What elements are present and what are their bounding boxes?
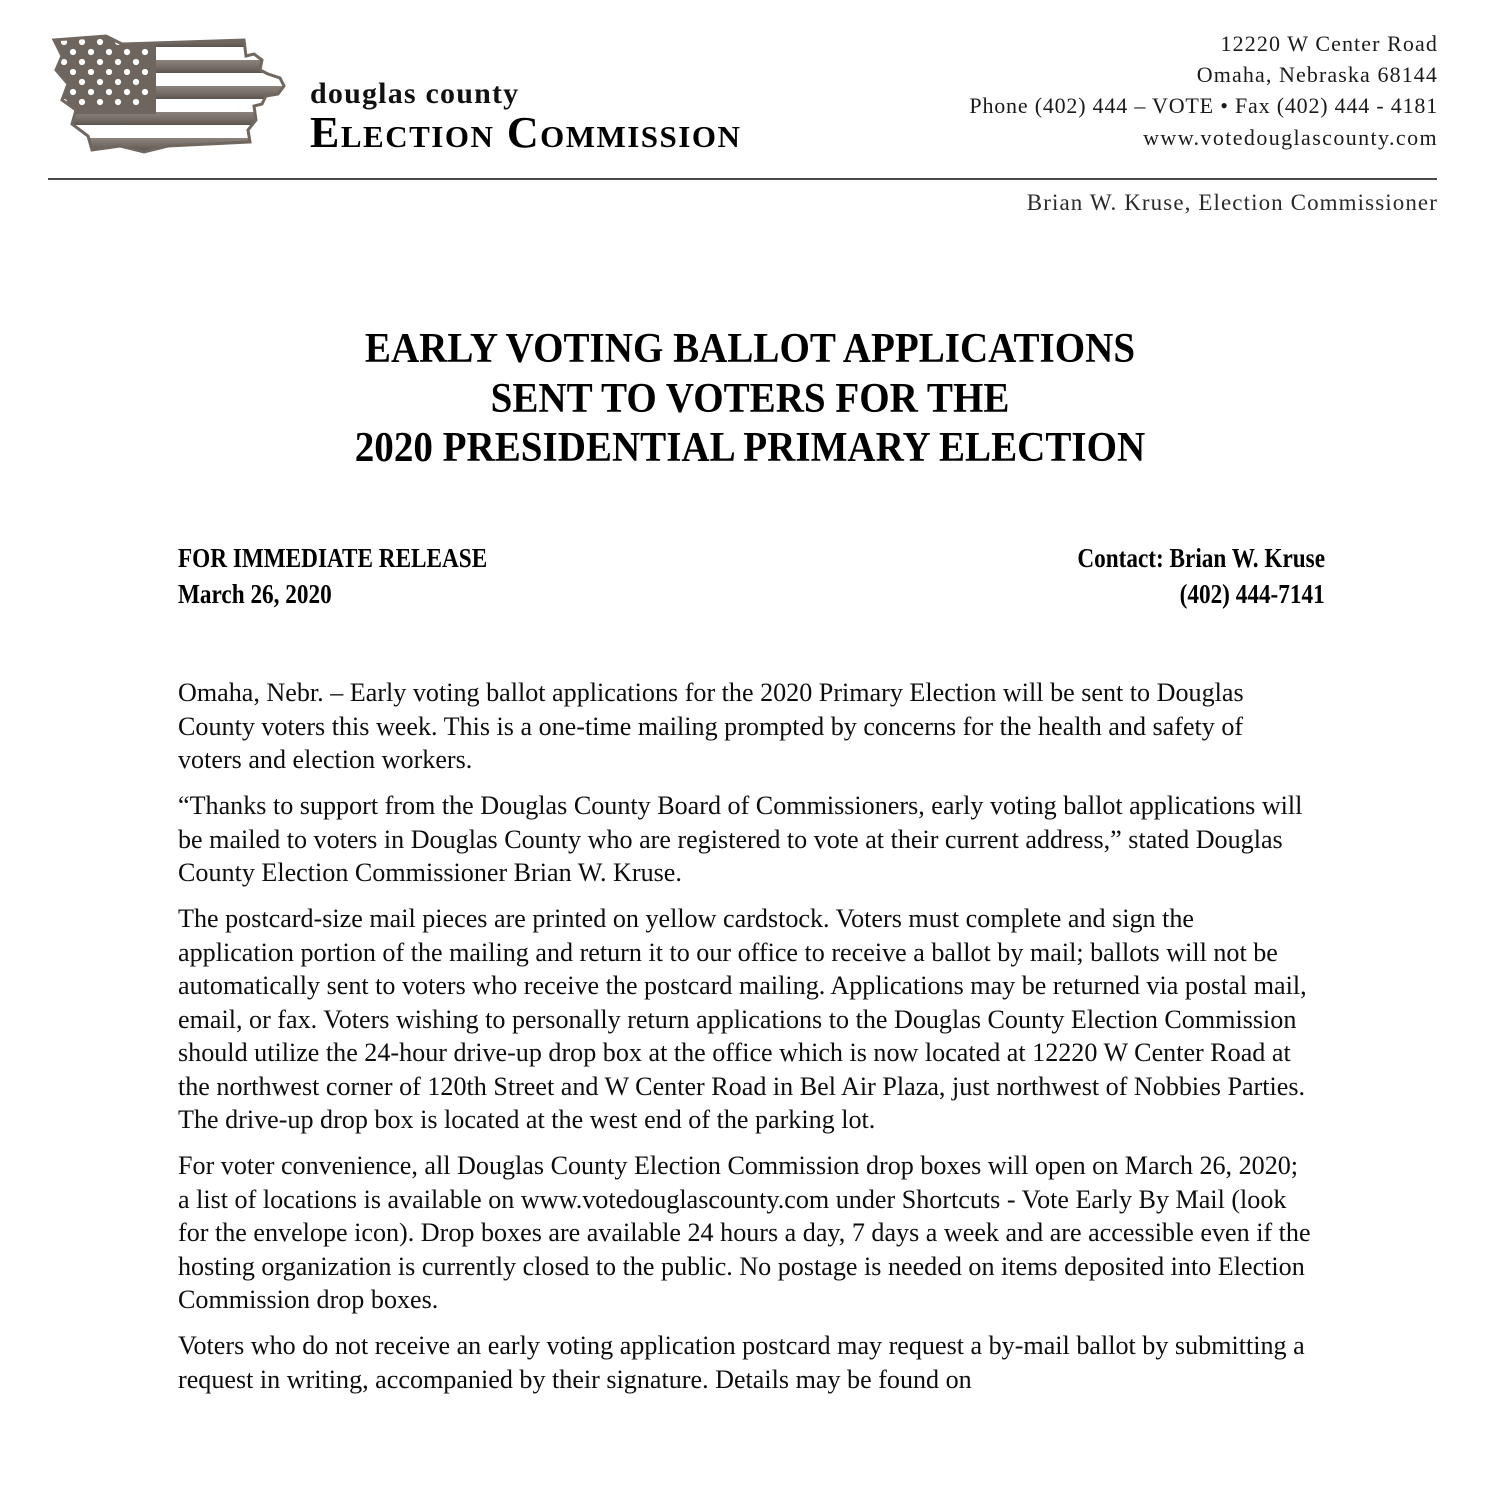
body-paragraph: For voter convenience, all Douglas County Election Commission drop boxes will open on March 26, 2020; a list of locations is available on www.votedouglascounty.com under Shortcuts - Vote Early By Mail (look for the envelope icon). Drop boxes are available 24 hours a day, 7 days a week and are accessible even if the hosting organization is currently closed to the public. No postage is needed on items deposited into Election Commission drop boxes. [178,1150,1311,1314]
release-date-row [178,576,1325,612]
body-copy [178,676,1328,1396]
wordmark-top: douglas county [310,77,520,111]
commissioner-line: Brian W. Kruse, Election Commissioner [1026,190,1438,215]
douglas-county-flag-logo-icon [48,26,294,162]
wordmark-bottom: Election Commission [310,108,742,158]
release-contact-block [178,540,1325,613]
release-date: March 26, 2020 [178,579,332,610]
body-paragraph: Omaha, Nebr. – Early voting ballot applications for the 2020 Primary Election will be sent to Douglas County voters this week. This is a one-time mailing prompted by concerns for the health and safety of voters and election workers. [178,677,1244,774]
page-title [0,325,1500,474]
letterhead-contact-block [969,28,1438,153]
letterhead-divider [48,178,1437,180]
contact-name: Contact: Brian W. Kruse [1077,543,1325,573]
body-paragraph: Voters who do not receive an early voting application postcard may request a by-mail ballot by submitting a request in writing, accompanied by their signature. Details may be found on [178,1330,1305,1394]
body-paragraph: The postcard-size mail pieces are printed on yellow cardstock. Voters must complete and sign the application portion of the mailing and return it to our office to receive a ballot by mail; ballots will not be automatically sent to voters who receive the postcard mailing. Applications may be returned via postal mail, email, or fax. Voters wishing to personally return applications to the Douglas County Election Commission should utilize the 24-hour drive-up drop box at the office which is now located at 12220 W Center Road at the northwest corner of 120th Street and W Center Road in Bel Air Plaza, just northwest of Nobbies Parties. The drive-up drop box is located at the west end of the parking lot. [178,903,1307,1134]
website-line[interactable]: www.votedouglascounty.com [1143,124,1438,150]
contact-phone: (402) 444-7141 [1179,579,1325,610]
release-headline-row [178,540,1325,576]
phone-fax-line: Phone (402) 444 – VOTE • Fax (402) 444 - 4181 [969,93,1438,119]
title-line-3: 2020 PRESIDENTIAL PRIMARY ELECTION [354,425,1146,472]
release-headline: FOR IMMEDIATE RELEASE [178,543,488,573]
logo-block [48,26,741,162]
letterhead [0,0,1500,158]
title-line-1: EARLY VOTING BALLOT APPLICATIONS [364,326,1136,372]
title-line-2: SENT TO VOTERS FOR THE [490,375,1010,422]
body-paragraph: “Thanks to support from the Douglas County Board of Commissioners, early voting ballot applications will be mailed to voters in Douglas County who are registered to vote at their current address,” stated Douglas County Election Commissioner Brian W. Kruse. [178,790,1303,887]
address-line-2: Omaha, Nebraska 68144 [1196,62,1438,88]
wordmark [310,79,741,156]
address-line-1: 12220 W Center Road [1220,31,1438,56]
